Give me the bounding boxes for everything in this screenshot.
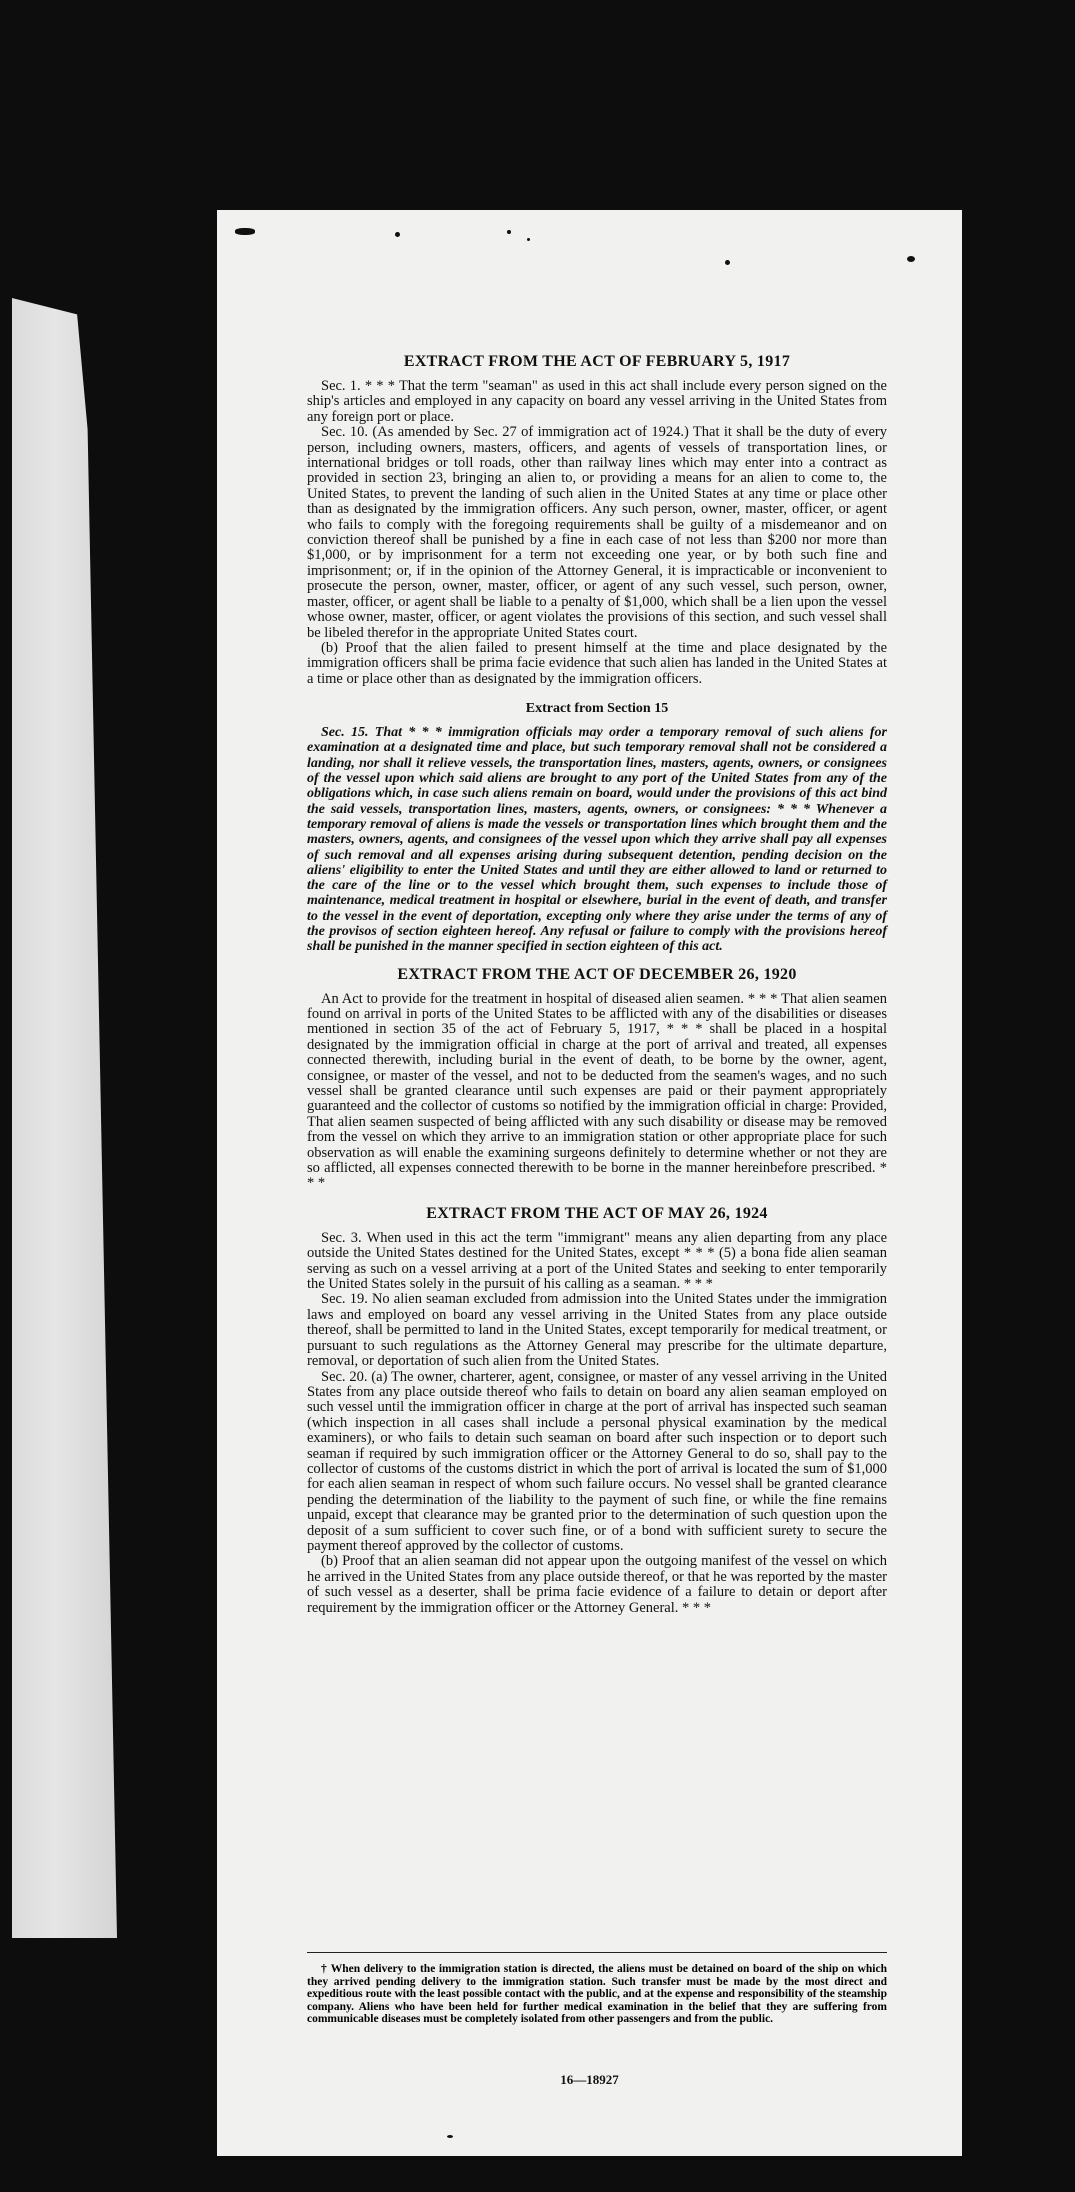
section-title-extract-section-15: Extract from Section 15 [525, 701, 669, 717]
scan-speck [527, 238, 530, 241]
document-number: 16—18927 [560, 2072, 619, 2087]
section-title-act-1917: EXTRACT FROM THE ACT OF FEBRUARY 5, 1917 [403, 353, 791, 370]
footnote-text: † When delivery to the immigration station is directed, the aliens must be detained on board of the ship on which they arrived pending delivery to the immigration station. Such transfer must be made by the most direct and expeditious route with the least possible contact with the public, and at the expense and responsibility of the steamship company. Aliens who have been held for further medical examination in the belief that they are suffering from communicable diseases must be completely isolated from other passengers and from the public. [307, 1963, 887, 2025]
scan-speck [507, 230, 511, 234]
document-body [307, 352, 887, 1616]
paragraph-sec-10-b: (b) Proof that the alien failed to present himself at the time and place designated by the immigration officers shall be prima facie evidence that such alien has landed in the United States at a time or place other than as designated by the immigration officers. [307, 639, 887, 687]
paragraph-sec-20-a: Sec. 20. (a) The owner, charterer, agent, consignee, or master of any vessel arriving in the United States from any place outside thereof who fails to detain on board any alien seaman employed on such vessel until the immigration officer in charge at the port of arrival has inspected such seaman (which inspection in all cases shall include a personal physical examination by the medical examiners), or who fails to detain such seaman on board after such inspection or to deport such seaman if required by such immigration officer or the Attorney General to do so, shall pay to the collector of customs of the customs district in which the port of arrival is located the sum of $1,000 for each alien seaman in respect of whom such failure occurs. No vessel shall be granted clearance pending the determination of the liability to the payment of such fine, or while the fine remains unpaid, except that clearance may be granted prior to the determination of such question upon the deposit of a sum sufficient to cover such fine, or of a bond with sufficient surety to secure the payment thereof approved by the collector of customs. [307, 1368, 887, 1554]
scan-speck [447, 2135, 453, 2138]
scan-speck [907, 256, 915, 262]
section-title-act-1920: EXTRACT FROM THE ACT OF DECEMBER 26, 1920 [397, 965, 797, 983]
section-title-act-1924: EXTRACT FROM THE ACT OF MAY 26, 1924 [426, 1204, 768, 1222]
adjacent-page-edge [12, 298, 117, 1938]
scan-speck [725, 260, 730, 265]
document-page [217, 210, 962, 2156]
scan-speck [395, 232, 400, 237]
paragraph-sec-3: Sec. 3. When used in this act the term "immigrant" means any alien departing from any place outside the United States destined for the United States, except * * * (5) a bona fide alien seaman serving as such on a vessel arriving at a port of the United States and seeking to enter temporarily the United States solely in the pursuit of his calling as a seaman. * * * [307, 1229, 887, 1293]
paragraph-sec-1: Sec. 1. * * * That the term "seaman" as used in this act shall include every person signed on the ship's articles and employed in any capacity on board any vessel arriving in the United States from any foreign port or place. [307, 378, 887, 425]
paragraph-sec-19: Sec. 19. No alien seaman excluded from admission into the United States under the immigration laws and employed on board any vessel arriving in the United States from any place outside thereof, shall be permitted to land in the United States, except temporarily for medical treatment, or pursuant to such regulations as the Attorney General may prescribe for the ultimate departure, removal, or deportation of such alien from the United States. [307, 1291, 887, 1370]
paragraph-sec-10: Sec. 10. (As amended by Sec. 27 of immigration act of 1924.) That it shall be the duty of every person, including owners, masters, officers, and agents of vessels of transportation lines, or international bridges or toll roads, other than railway lines which may enter into a contract as provided in section 23, bringing an alien to, or providing a means for an alien to come to, the United States, to prevent the landing of such alien in the United States at any time or place other than as designated by the immigration officers. Any such person, owner, master, officer, or agent who fails to comply with the foregoing requirements shall be guilty of a misdemeanor and on conviction thereof shall be punished by a fine in each case of not less than $200 nor more than $1,000, or by imprisonment for a term not exceeding one year, or by both such fine and imprisonment; or, if in the opinion of the Attorney General, it is impracticable or inconvenient to prosecute the person, owner, master, officer, or agent of any such vessel, such person, owner, master, officer, or agent shall be liable to a penalty of $1,000, which shall be a lien upon the vessel whose owner, master, officer, or agent violates the provisions of this section, and such vessel shall be libeled therefor in the appropriate United States court. [307, 424, 887, 641]
paragraph-act-1920: An Act to provide for the treatment in hospital of diseased alien seamen. * * * That alien seamen found on arrival in ports of the United States to be afflicted with any of the disabilities or diseases mentioned in section 35 of the act of February 5, 1917, * * * shall be placed in a hospital designated by the immigration official in charge at the port of arrival and treated, all expenses connected therewith, including burial in the event of death, to be borne by the owner, agent, consignee, or master of the vessel, and not to be deducted from the seamen's wages, and no such vessel shall be granted clearance until such expenses are paid or their payment appropriately guaranteed and the collector of customs so notified by the immigration official in charge: Provided, That alien seamen suspected of being afflicted with any such disability or disease may be removed from the vessel on which they arrive to an immigration station or other appropriate place for such observation as will enable the examining surgeons definitely to determine whether or not they are so afflicted, all expenses connected therewith to be borne in the manner hereinbefore prescribed. * * * [307, 990, 887, 1192]
paragraph-sec-20-b: (b) Proof that an alien seaman did not appear upon the outgoing manifest of the vessel on which he arrived in the United States from any place outside thereof, or that he was reported by the master of such vessel as a deserter, shall be prima facie evidence of a failure to detain or deport after requirement by the immigration officer or the Attorney General. * * * [307, 1553, 887, 1616]
paragraph-sec-15: Sec. 15. That * * * immigration officials may order a temporary removal of such aliens for examination at a designated time and place, but such temporary removal shall not be considered a landing, nor shall it relieve vessels, the transportation lines, masters, agents, owners, or consignees of the vessel upon which said aliens are brought to any port of the United States from any of the obligations which, in case such aliens remain on board, would under the provisions of this act bind the said vessels, transportation lines, masters, agents, owners, or consignees: * * * Whenever a temporary removal of aliens is made the vessels or transportation lines which brought them and the masters, owners, agents, and consignees of the vessel upon which they arrive shall pay all expenses of such removal and all expenses arising during subsequent detention, pending decision on the aliens' eligibility to enter the United States and until they are either allowed to land or returned to the care of the line or to the vessel which brought them, such expenses to include those of maintenance, medical treatment in hospital or elsewhere, burial in the event of death, and transfer to the vessel in the event of deportation, excepting only where they arise under the terms of any of the provisos of section eighteen hereof. Any refusal or failure to comply with the provisions hereof shall be punished in the manner specified in section eighteen of this act. [307, 725, 887, 955]
footnote [307, 1952, 887, 2026]
scan-speck [235, 228, 255, 235]
